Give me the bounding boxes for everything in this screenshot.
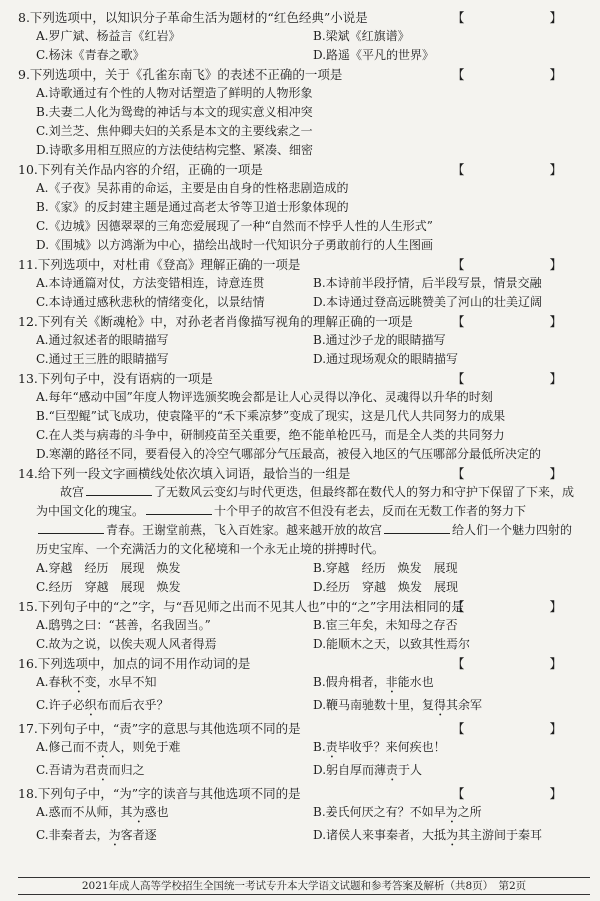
fill-blank-2 — [146, 502, 212, 515]
question-stem: 10.下列有关作品内容的介绍，正确的一项是 【 】 — [18, 162, 582, 177]
dotted-char: 责 — [325, 740, 338, 754]
passage-text: 故宫 了无数风云变幻与时代更迭，但最终都在数代人的努力和守护下保留了下来，成为中国文化的瑰宝。 十个甲子的故宫不但没有老去，反而在无数工作者的努力下青春。王谢堂前燕，飞入百姓家。越来越开放的故宫 给人们一个魅力四射的历史宝库、一个充满活力的文化秘境和一个永无止境的拼搏时代。 — [36, 485, 575, 556]
question-list — [18, 8, 590, 464]
answer-bracket: 【 】 — [451, 786, 582, 801]
option-d: D.诗歌多用相互照应的方法使结构完整、紧凑、细密 — [36, 143, 314, 157]
answer-bracket: 【 】 — [451, 67, 582, 82]
option-row — [18, 803, 590, 826]
option-b: B.梁斌《红旗谱》 — [313, 29, 410, 43]
answer-bracket: 【 】 — [451, 10, 582, 25]
dotted-char: 织 — [84, 698, 97, 712]
option-b: B.通过沙子龙的眼睛描写 — [313, 333, 446, 347]
option-row — [18, 274, 590, 293]
answer-bracket: 【 】 — [451, 314, 582, 329]
option-row — [18, 27, 590, 46]
dotted-char: 为 — [446, 828, 459, 842]
fill-blank-3 — [38, 521, 104, 534]
question-11 — [18, 255, 590, 312]
option-b: B.姜氏何厌之有？不如早为之所 — [313, 805, 482, 819]
option-d: D.躬自厚而薄责于人 — [313, 763, 423, 777]
option-a: A.诗歌通过有个性的人物对话塑造了鲜明的人物形象 — [36, 86, 313, 100]
answer-bracket: 【 】 — [451, 162, 582, 177]
option-b: B.夫妻二人化为鸳鸯的神话与本文的现实意义相冲突 — [36, 105, 313, 119]
option-a: A.每年“感动中国”年度人物评选颁奖晚会都是让人心灵得以净化、灵魂得以升华的时刻 — [36, 390, 493, 404]
option-d: D.诸侯人来事秦者，大抵为其主游间于秦耳 — [313, 828, 543, 842]
option-c: C.吾请为君责而归之 — [36, 763, 145, 777]
option-b: B.本诗前半段抒情，后半段写景，情景交融 — [313, 276, 542, 290]
option-c: C.经历 穿越 展现 焕发 — [36, 580, 181, 594]
option-c: C.本诗通过感秋悲秋的情绪变化，以景结情 — [36, 295, 265, 309]
option-d: D.路遥《平凡的世界》 — [313, 48, 435, 62]
dotted-char: 责 — [386, 763, 399, 777]
option-row — [18, 578, 590, 597]
question-stem: 9.下列选项中，关于《孔雀东南飞》的表述不正确的一项是 【 】 — [18, 67, 582, 82]
option-b: B.宦三年矣，未知母之存否 — [313, 618, 458, 632]
option-c: C.杨沫《青春之歌》 — [36, 48, 145, 62]
option-row — [18, 350, 590, 369]
question-stem: 17.下列句子中，“责”字的意思与其他选项不同的是 【 】 — [18, 721, 582, 736]
option-c: C.非秦者去，为客者逐 — [36, 828, 157, 842]
answer-bracket: 【 】 — [451, 466, 582, 481]
answer-bracket: 【 】 — [451, 371, 582, 386]
question-10 — [18, 160, 590, 255]
option-d: D.鞭马南驰数十里，复得其余军 — [313, 698, 483, 712]
question-stem: 14.给下列一段文字画横线处依次填入词语，最恰当的一组是 【 】 — [18, 466, 582, 481]
option-row — [18, 293, 590, 312]
option-b: B.《家》的反封建主题是通过高老太爷等卫道士形象体现的 — [36, 200, 349, 214]
answer-bracket: 【 】 — [451, 721, 582, 736]
option-c: C.在人类与病毒的斗争中，研制疫苗至关重要，绝不能单枪匹马，而是全人类的共同努力 — [36, 428, 505, 442]
option-a: A.通过叙述者的眼睛描写 — [36, 333, 169, 347]
option-a: A.穿越 经历 展现 焕发 — [36, 561, 181, 575]
option-row — [18, 738, 590, 761]
question-13 — [18, 369, 590, 464]
question-12 — [18, 312, 590, 369]
dotted-char: 责 — [96, 763, 109, 777]
option-b: B.责毕收乎？来何疾也！ — [313, 740, 446, 754]
option-d: D.寒潮的路径不同，要看侵入的冷空气哪部分气压最高，被侵入地区的气压哪部分最低所决定的 — [36, 447, 542, 461]
option-row — [18, 635, 590, 654]
question-stem: 8.下列选项中，以知识分子革命生活为题材的“红色经典”小说是 【 】 — [18, 10, 582, 25]
question-17 — [18, 719, 590, 784]
option-a: A.惑而不从师，其为惑也 — [36, 805, 169, 819]
question-14 — [18, 464, 590, 597]
option-d: D.《围城》以方鸿渐为中心，描绘出战时一代知识分子勇敢前行的人生图画 — [36, 238, 434, 252]
option-a: A.本诗通篇对仗，方法变错相连，诗意连贯 — [36, 276, 265, 290]
option-row — [18, 46, 590, 65]
option-row — [18, 673, 590, 696]
option-c: C.故为之说，以俟夫观人风者得焉 — [36, 637, 217, 651]
option-c: C.许子必织布而后衣乎？ — [36, 698, 169, 712]
page-footer: 2021年成人高等学校招生全国统一考试专升本大学语文试题和参考答案及解析（共8页） 第2页 — [18, 877, 590, 895]
option-a: A.鸱鸮之曰：“甚善，名我固当。” — [36, 618, 211, 632]
option-row — [18, 559, 590, 578]
option-d: D.经历 穿越 焕发 展现 — [313, 580, 459, 594]
dotted-char: 为 — [132, 805, 145, 819]
option-c: C.《边城》因德翠翠的三角恋爱展现了一种“自然而不悖乎人性的人生形式” — [36, 219, 433, 233]
question-18 — [18, 784, 590, 849]
question-16 — [18, 654, 590, 719]
question-stem: 13.下列句子中，没有语病的一项是 【 】 — [18, 371, 582, 386]
dotted-questions — [18, 654, 590, 849]
option-c: C.刘兰芝、焦仲卿夫妇的关系是本文的主要线索之一 — [36, 124, 313, 138]
dotted-char: 得 — [434, 698, 447, 712]
fill-blank-4 — [384, 521, 450, 534]
answer-bracket: 【 】 — [451, 656, 582, 671]
option-row — [18, 331, 590, 350]
dotted-char: 为 — [445, 805, 458, 819]
option-d: D.能顺木之天，以致其性焉尔 — [313, 637, 471, 651]
answer-bracket: 【 】 — [451, 599, 582, 614]
question-stem: 15.下列句子中的“之”字，与“吾见师之出而不见其人也”中的“之”字用法相同的是 【 】 — [18, 599, 582, 614]
question-stem: 11.下列选项中，对杜甫《登高》理解正确的一项是 【 】 — [18, 257, 582, 272]
dotted-char: 责 — [96, 740, 109, 754]
option-row — [18, 761, 590, 784]
fill-blank-1 — [86, 483, 152, 496]
question-9 — [18, 65, 590, 160]
option-c: C.通过王三胜的眼睛描写 — [36, 352, 169, 366]
option-row — [18, 696, 590, 719]
dotted-char: 不 — [72, 675, 85, 689]
dotted-char: 非 — [385, 675, 398, 689]
option-b: B.假舟楫者，非能水也 — [313, 675, 434, 689]
option-a: A.罗广斌、杨益言《红岩》 — [36, 29, 181, 43]
question-stem: 16.下列选项中，加点的词不用作动词的是 【 】 — [18, 656, 582, 671]
question-stem: 18.下列句子中，“为”字的读音与其他选项不同的是 【 】 — [18, 786, 582, 801]
answer-bracket: 【 】 — [451, 257, 582, 272]
option-d: D.通过现场观众的眼睛描写 — [313, 352, 459, 366]
option-row — [18, 616, 590, 635]
option-b: B.“巨型鲲”试飞成功，使袁隆平的“禾下乘凉梦”变成了现实，这是几代人共同努力的成果 — [36, 409, 506, 423]
dotted-char: 为 — [108, 828, 121, 842]
question-8 — [18, 8, 590, 65]
question-15 — [18, 597, 590, 654]
option-row — [18, 826, 590, 849]
option-a: A.《子夜》吴荪甫的命运，主要是由自身的性格悲剧造成的 — [36, 181, 349, 195]
option-a: A.春秋不变，水早不知 — [36, 675, 157, 689]
option-b: B.穿越 经历 焕发 展现 — [313, 561, 458, 575]
option-a: A.修己而不责人，则免于难 — [36, 740, 181, 754]
question-stem: 12.下列有关《断魂枪》中，对孙老者肖像描写视角的理解正确的一项是 【 】 — [18, 314, 582, 329]
option-d: D.本诗通过登高远眺赞美了河山的壮美辽阔 — [313, 295, 543, 309]
